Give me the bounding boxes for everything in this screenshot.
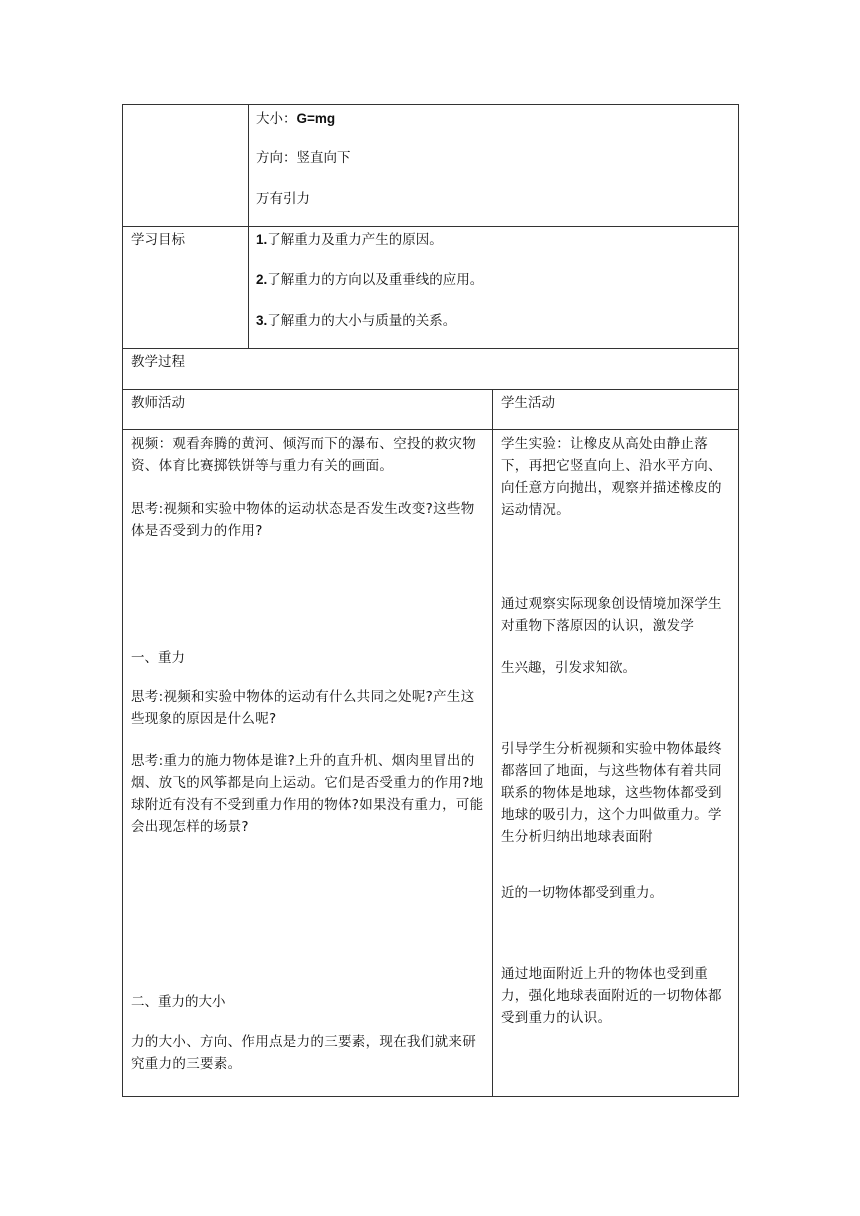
student-observe-part-1: 通过观察实际现象创设情境加深学生对重物下落原因的认识，激发学 [501,596,722,634]
objective-text: 了解重力的方向以及重垂线的应用。 [267,272,484,288]
objective-text: 了解重力及重力产生的原因。 [267,232,443,248]
process-title: 教学过程 [131,354,185,370]
section-heading-gravity: 一、重力 [131,650,185,666]
objective-item-1 [256,229,443,251]
student-guide-part-1: 引导学生分析视频和实验中物体最终都落回了地面，与这些物体有着共同联系的物体是地球，这些物体都受到地球的吸引力，这个力叫做重力。学生分析归纳出地球表面附 [501,741,722,845]
student-experiment: 学生实验：让橡皮从高处由静止落下，再把它竖直向上、沿水平方向、向任意方向抛出，观察并描述橡皮的运动情况。 [501,436,722,518]
objective-item-2 [256,269,483,291]
objective-item-3 [256,310,456,332]
objective-number: 2. [256,272,268,287]
universal-gravitation: 万有引力 [256,191,310,207]
student-header: 学生活动 [501,395,555,411]
objective-number: 3. [256,313,268,328]
teacher-video: 视频：观看奔腾的黄河、倾泻而下的瀑布、空投的救灾物资、体育比赛掷铁饼等与重力有关的画面。 [131,436,476,474]
objective-number: 1. [256,232,268,247]
row-concepts-left-cell [122,104,249,227]
student-upward-objects: 通过地面附近上升的物体也受到重力，强化地球表面附近的一切物体都受到重力的认识。 [501,966,722,1026]
section-heading-gravity-size: 二、重力的大小 [131,994,226,1010]
teacher-three-factors: 力的大小、方向、作用点是力的三要素，现在我们就来研究重力的三要素。 [131,1034,476,1072]
student-observe-part-2: 生兴趣，引发求知欲。 [501,660,636,676]
gravity-size-line [256,108,335,130]
student-guide-part-2: 近的一切物体都受到重力。 [501,885,663,901]
teacher-think-1: 思考:视频和实验中物体的运动状态是否发生改变?这些物体是否受到力的作用? [131,501,475,539]
teacher-header: 教师活动 [131,395,185,411]
process-title-cell [122,348,739,390]
objectives-label: 学习目标 [131,232,185,248]
gravity-direction: 方向：竖直向下 [256,150,351,166]
size-formula: G=mg [296,111,336,126]
objective-text: 了解重力的大小与质量的关系。 [267,313,457,329]
size-label: 大小： [256,111,297,127]
teacher-think-2: 思考:视频和实验中物体的运动有什么共同之处呢?产生这些现象的原因是什么呢? [131,689,475,727]
teacher-think-3: 思考:重力的施力物体是谁?上升的直升机、烟肉里冒出的烟、放飞的风筝都是向上运动。它们是否受重力的作用?地球附近有没有不受到重力作用的物体?如果没有重力，可能会出现怎样的场景? [131,753,484,835]
